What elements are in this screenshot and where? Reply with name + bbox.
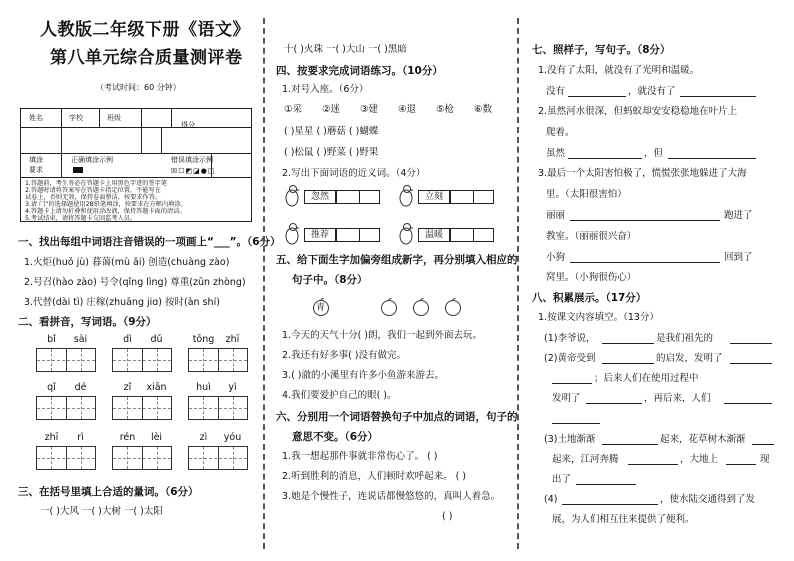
tianzi-grid[interactable] bbox=[36, 348, 96, 372]
tianzi-grid[interactable] bbox=[188, 446, 248, 470]
exam-subtitle: 第八单元综合质量测评卷 bbox=[50, 48, 243, 68]
q7-blank-line-1[interactable] bbox=[568, 96, 626, 97]
tianzi-grid[interactable] bbox=[188, 396, 248, 420]
q4-sub1: 1.对号入座。（6分） bbox=[282, 84, 369, 95]
pinyin-syllable: zǐ bbox=[123, 382, 132, 393]
q3-line-continued: 十( )火珠 一( )大山 一( )黑暗 bbox=[284, 44, 407, 55]
q7-blank-line-3[interactable] bbox=[568, 158, 642, 159]
q7-blank-1-mid: ，就没有了 bbox=[628, 86, 676, 97]
word-box-3: 推荐 bbox=[304, 228, 336, 242]
q8-item-4-start: (4) bbox=[544, 494, 558, 505]
q8-blank-13[interactable] bbox=[576, 484, 636, 485]
q6-line-1: 1.我一想起那件事就非常伤心了。 ( ) bbox=[282, 451, 438, 462]
q5-line-3: 3.( )澈的小溪里有许多小鱼游来游去。 bbox=[282, 370, 444, 381]
q7-example-1: 1.没有了太阳，就没有了光明和温暖。 bbox=[538, 65, 700, 76]
q7-blank-2-mid: ，但 bbox=[644, 148, 664, 159]
exam-time-note: （考试时间：60 分钟） bbox=[96, 83, 181, 92]
pinyin-syllable: rì bbox=[77, 432, 84, 443]
answer-box-1[interactable] bbox=[336, 190, 380, 204]
q4-option-5: ⑤枪 bbox=[436, 104, 455, 115]
q8-item-1-mid: 是我们祖先的 bbox=[656, 333, 714, 344]
pinyin-syllable: qǐ bbox=[47, 382, 56, 393]
bird-icon bbox=[396, 222, 416, 246]
pinyin-label bbox=[188, 334, 248, 345]
q8-blank-8[interactable] bbox=[552, 423, 600, 424]
q7-heading: 七、照样子，写句子。（8分） bbox=[532, 44, 671, 56]
pinyin-label bbox=[112, 382, 172, 393]
q7-blank-4-end: 回到了 bbox=[724, 252, 753, 263]
q8-heading: 八、积累展示。（17分） bbox=[532, 292, 647, 304]
exam-note-1: 1.答题前，考生务必在答题卡上用黑色字迹的签字笔 bbox=[25, 180, 168, 187]
bird-icon bbox=[282, 222, 302, 246]
q6-line-2: 2.听到胜利的消息，人们顿时欢呼起来。 ( ) bbox=[282, 471, 467, 482]
q7-blank-line-4[interactable] bbox=[668, 158, 756, 159]
pinyin-label bbox=[188, 382, 248, 393]
q7-blank-4-cont: 窝里。（小狗很伤心） bbox=[546, 272, 637, 283]
pinyin-label bbox=[112, 432, 172, 443]
q7-blank-3-end: 跑进了 bbox=[724, 210, 753, 221]
q8-blank-1[interactable] bbox=[602, 343, 654, 344]
q8-item-3-last: 出了 bbox=[552, 474, 572, 485]
q8-blank-11[interactable] bbox=[628, 464, 678, 465]
q6-heading-2: 意思不变。（6分） bbox=[292, 431, 379, 443]
q1-heading: 一、找出每组中词语注音错误的一项画上“___”。（6分） bbox=[18, 236, 281, 248]
exam-note-6: 5.考试结束，请将答题卡交回监考人员。 bbox=[25, 215, 137, 222]
tianzi-grid[interactable] bbox=[188, 348, 248, 372]
q5-heading-1: 五、给下面生字加偏旁组成新字，再分别填入相应的 bbox=[276, 254, 518, 266]
answer-box-3[interactable] bbox=[336, 228, 380, 242]
student-info-table bbox=[20, 108, 252, 222]
apple-icon bbox=[380, 298, 398, 316]
q7-blank-line-5[interactable] bbox=[570, 220, 720, 221]
q3-heading: 三、在括号里填上合适的量词。（6分） bbox=[18, 486, 199, 498]
q3-line: 一( )大风 一( )大树 一( )太阳 bbox=[40, 506, 163, 517]
q1-line-1: 1.火炬(huǒ jù) 暮蔼(mù ǎi) 创造(chuàng zào) bbox=[24, 257, 230, 268]
bird-icon bbox=[282, 184, 302, 208]
q8-sub1: 1.按课文内容填空。（13分） bbox=[538, 312, 659, 323]
pinyin-label bbox=[188, 432, 248, 443]
q7-blank-3-cont: 教室。（丽丽很兴奋） bbox=[546, 231, 637, 242]
q8-item-2-cont: ；后来人们在使用过程中 bbox=[594, 373, 699, 384]
q8-blank-4[interactable] bbox=[730, 363, 772, 364]
pinyin-label bbox=[36, 432, 96, 443]
q6-answer-paren: ( ) bbox=[442, 511, 453, 522]
word-box-2: 立刻 bbox=[418, 190, 450, 204]
q7-blank-1-start: 没有 bbox=[546, 86, 566, 97]
q4-row-1: ( )星星 ( )蘑菇 ( )蝴蝶 bbox=[284, 126, 379, 137]
q1-line-2: 2.号召(hào zào) 号令(qǐng lìng) 尊重(zūn zhòng) bbox=[24, 277, 246, 288]
exam-note-3: 试卷上，否则无效，保持卷面整洁，按要求作答。 bbox=[25, 194, 162, 201]
tianzi-grid[interactable] bbox=[36, 396, 96, 420]
q4-heading: 四、按要求完成词语练习。（10分） bbox=[276, 65, 443, 77]
pinyin-syllable: sài bbox=[73, 334, 88, 345]
q8-blank-10[interactable] bbox=[752, 444, 774, 445]
q8-item-3-start: (3)土地渐渐 bbox=[544, 434, 596, 445]
pinyin-syllable: yì bbox=[228, 382, 237, 393]
q5-line-2: 2.我还有好多事( )没有做完。 bbox=[282, 350, 406, 361]
pinyin-syllable: dǔ bbox=[150, 334, 163, 345]
word-box-4: 温暖 bbox=[418, 228, 450, 242]
pinyin-syllable: dé bbox=[74, 382, 87, 393]
word-box-1: 忽然 bbox=[304, 190, 336, 204]
tianzi-grid[interactable] bbox=[112, 396, 172, 420]
q8-item-2-start: (2)黄帝受到 bbox=[544, 353, 596, 364]
pinyin-label bbox=[36, 382, 96, 393]
q8-item-2-mid: 的启发，发明了 bbox=[656, 353, 723, 364]
q7-blank-3-start: 丽丽 bbox=[546, 210, 566, 221]
q8-blank-7[interactable] bbox=[724, 403, 772, 404]
exam-note-4: 3.请 门”的选择题使用2B铅笔填涂，按要求在方框内填涂。 bbox=[25, 201, 187, 208]
q8-item-2-end-start: 发明了 bbox=[552, 393, 581, 404]
q4-option-1: ①采 bbox=[284, 104, 303, 115]
q8-blank-9[interactable] bbox=[602, 444, 658, 445]
pinyin-syllable: yóu bbox=[223, 432, 242, 443]
q8-item-3-cont: 起来，江河奔腾 bbox=[552, 454, 619, 465]
pinyin-syllable: bǐ bbox=[47, 334, 56, 345]
apple-character: 青 bbox=[316, 303, 326, 313]
q8-item-2-end-mid: ，再后来，人们 bbox=[644, 393, 711, 404]
answer-box-4[interactable] bbox=[450, 228, 494, 242]
q8-item-4-end: 展，为人们相互往来提供了便利。 bbox=[552, 514, 695, 525]
q7-example-3-cont: 里。（太阳很害怕） bbox=[546, 189, 627, 200]
pinyin-syllable: lèi bbox=[150, 432, 163, 443]
q4-sub2: 2.写出下面词语的近义词。（4分） bbox=[282, 168, 426, 179]
q5-line-1: 1.今天的天气十分( )朗，我们一起到外面去玩。 bbox=[282, 330, 482, 341]
q8-blank-2[interactable] bbox=[730, 343, 772, 344]
q8-item-1-start: (1)李爷说， bbox=[544, 333, 596, 344]
school-label: 学校 bbox=[69, 114, 83, 122]
q4-option-3: ③建 bbox=[360, 104, 379, 115]
column-1 bbox=[0, 0, 281, 561]
exam-note-2: 2.答题时请将答案写在答题卡指定位置，不能写在 bbox=[25, 187, 161, 194]
correct-fill-mark bbox=[73, 167, 83, 173]
column-2 bbox=[262, 0, 520, 561]
wrong-example-label: 错误填涂示例 bbox=[171, 156, 213, 164]
q8-blank-12[interactable] bbox=[726, 464, 756, 465]
correct-example-label: 正确填涂示例 bbox=[71, 156, 113, 164]
apple-icon bbox=[412, 298, 430, 316]
pinyin-syllable: zhī bbox=[225, 334, 240, 345]
tianzi-grid[interactable] bbox=[112, 446, 172, 470]
pinyin-syllable: dì bbox=[123, 334, 132, 345]
pinyin-syllable: zì bbox=[199, 432, 208, 443]
wrong-fill-marks: ☒☐◩◪●◫ bbox=[171, 167, 216, 175]
q5-line-4: 4.我们要爱护自己的眼( )。 bbox=[282, 390, 397, 401]
column-3 bbox=[520, 0, 794, 561]
q8-blank-5[interactable] bbox=[552, 383, 592, 384]
q4-row-2: ( )松鼠 ( )野菜 ( )野果 bbox=[284, 147, 379, 158]
exam-note-5: 4.答题卡上请勿折叠和使用涂改液，保持答题卡面的清洁。 bbox=[25, 208, 186, 215]
q8-item-3-mid: 起来，花草树木渐渐 bbox=[660, 434, 746, 445]
q8-item-3-cont-end: 现 bbox=[760, 454, 770, 465]
fill-req-label-1: 填涂 bbox=[29, 156, 43, 164]
q8-blank-14[interactable] bbox=[562, 504, 658, 505]
q7-blank-line-2[interactable] bbox=[680, 96, 756, 97]
q8-blank-3[interactable] bbox=[602, 363, 654, 364]
q7-blank-line-6[interactable] bbox=[570, 262, 720, 263]
name-label: 姓名 bbox=[29, 114, 43, 122]
q4-option-6: ⑥数 bbox=[474, 104, 493, 115]
q8-blank-6[interactable] bbox=[586, 403, 642, 404]
bird-icon bbox=[396, 184, 416, 208]
q6-line-3: 3.她是个慢性子，连说话都慢悠悠的，真叫人着急。 bbox=[282, 491, 501, 502]
exam-title: 人教版二年级下册《语文》 bbox=[40, 20, 250, 40]
tianzi-grid[interactable] bbox=[112, 348, 172, 372]
q2-heading: 二、看拼音，写词语。（9分） bbox=[18, 316, 157, 328]
q8-item-4-mid: ，使水陆交通得到了发 bbox=[660, 494, 756, 505]
q7-blank-4-start: 小狗 bbox=[546, 252, 566, 263]
q7-example-3: 3.最后一个太阳害怕极了，慌慌张张地躲进了大海 bbox=[538, 168, 747, 179]
pinyin-syllable: zhī bbox=[44, 432, 59, 443]
apple-icon bbox=[444, 298, 462, 316]
pinyin-syllable: rén bbox=[119, 432, 136, 443]
pinyin-syllable: xiān bbox=[146, 382, 167, 393]
answer-box-2[interactable] bbox=[450, 190, 494, 204]
pinyin-label bbox=[112, 334, 172, 345]
q4-option-4: ④退 bbox=[398, 104, 417, 115]
q6-heading-1: 六、分别用一个词语替换句子中加点的词语，句子的 bbox=[276, 411, 518, 423]
pinyin-syllable: tōng bbox=[192, 334, 215, 345]
class-label: 班级 bbox=[107, 114, 121, 122]
q8-item-3-cont-mid: ，大地上 bbox=[680, 454, 719, 465]
pinyin-syllable: huì bbox=[196, 382, 211, 393]
tianzi-grid[interactable] bbox=[36, 446, 96, 470]
q1-line-3: 3.代替(dài tì) 庄稼(zhuāng jiɑ) 按时(àn shí) bbox=[24, 297, 220, 308]
q5-heading-2: 句子中。（8分） bbox=[292, 274, 368, 286]
fill-req-label-2: 要求 bbox=[29, 166, 43, 174]
pinyin-label bbox=[36, 334, 96, 345]
q7-blank-2-start: 虽然 bbox=[546, 148, 566, 159]
score-label: 得分 bbox=[181, 121, 195, 129]
q7-example-2: 2.虽然河水很深，但蚂蚁却安安稳稳地在叶片上 bbox=[538, 106, 738, 117]
q4-option-2: ②迷 bbox=[322, 104, 341, 115]
q7-example-2-cont: 爬着。 bbox=[546, 127, 575, 138]
